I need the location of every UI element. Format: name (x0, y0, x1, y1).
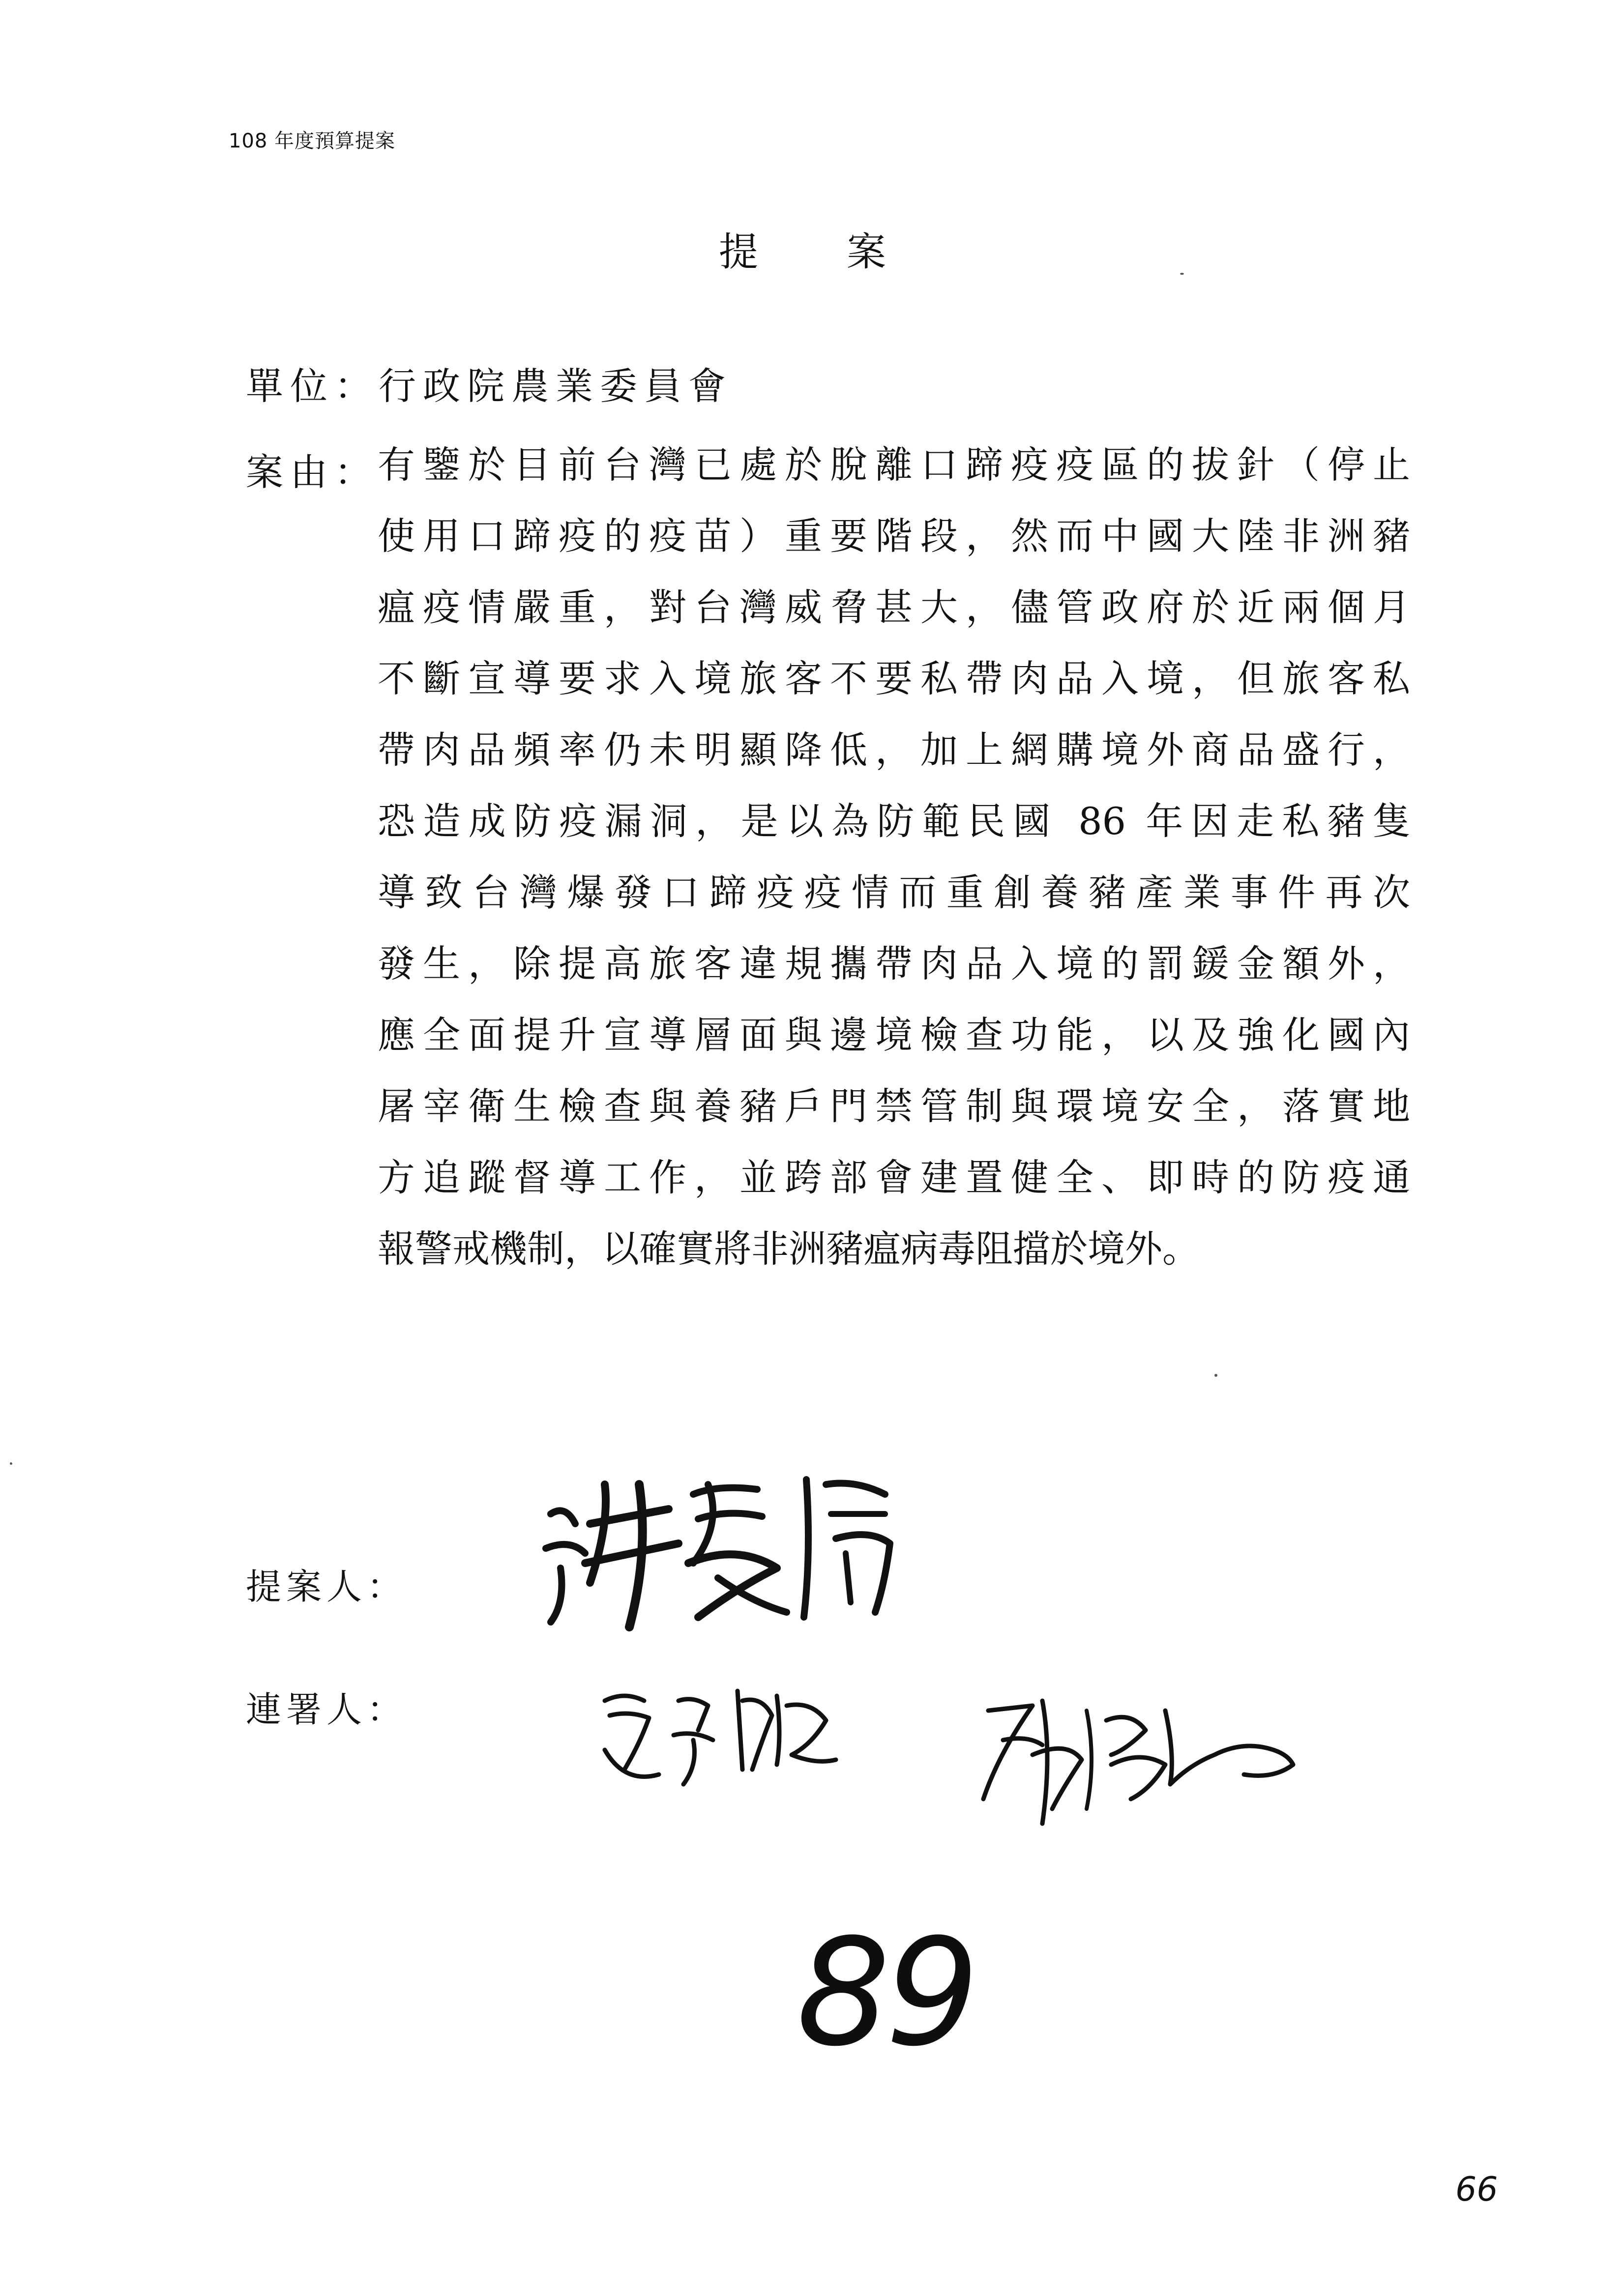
document-title: 提案 (719, 229, 974, 275)
scan-speck (1214, 1374, 1217, 1377)
reason-line: 應全面提升宣導層面與邊境檢查功能，以及強化國內 (378, 1013, 1410, 1057)
header-label: 108 年度預算提案 (229, 130, 396, 152)
reason-line: 發生，除提高旅客違規攜帶肉品入境的罰鍰金額外， (378, 942, 1410, 986)
reason-line: 有鑒於目前台灣已處於脫離口蹄疫疫區的拔針（停止 (378, 443, 1410, 487)
reason-body (378, 442, 1410, 1298)
reason-line: 方追蹤督導工作，並跨部會建置健全、即時的防疫通 (378, 1156, 1410, 1199)
reason-line: 恐造成防疫漏洞，是以為防範民國 86 年因走私豬隻 (378, 799, 1410, 843)
reason-line: 報警戒機制，以確實將非洲豬瘟病毒阻擋於境外。 (378, 1227, 1200, 1271)
reason-label: 案由： (246, 450, 379, 494)
scan-speck (10, 1462, 12, 1465)
reason-line: 帶肉品頻率仍未明顯降低，加上網購境外商品盛行， (378, 728, 1410, 772)
reason-line: 不斷宣導要求入境旅客不要私帶肉品入境，但旅客私 (378, 657, 1410, 700)
reason-line: 使用口蹄疫的疫苗）重要階段，然而中國大陸非洲豬 (378, 514, 1410, 558)
reason-line: 屠宰衛生檢查與養豬戶門禁管制與環境安全，落實地 (378, 1084, 1410, 1128)
cosigner-signature-2 (969, 1681, 1313, 1838)
cosigners-label: 連署人： (246, 1689, 408, 1730)
unit-label: 單位： (246, 364, 379, 408)
handwritten-number: 89 (797, 1907, 974, 2079)
proposer-label: 提案人： (246, 1566, 408, 1607)
cosigner-signature-1 (595, 1671, 851, 1799)
page-number: 66 (1455, 2170, 1498, 2209)
reason-line: 瘟疫情嚴重，對台灣威脅甚大，儘管政府於近兩個月 (378, 585, 1410, 629)
unit-row (246, 356, 733, 410)
unit-value: 行政院農業委員會 (379, 364, 733, 408)
proposer-signature (531, 1455, 924, 1642)
reason-line: 導致台灣爆發口蹄疫疫情而重創養豬產業事件再次 (378, 871, 1410, 914)
scan-speck (1180, 273, 1184, 275)
